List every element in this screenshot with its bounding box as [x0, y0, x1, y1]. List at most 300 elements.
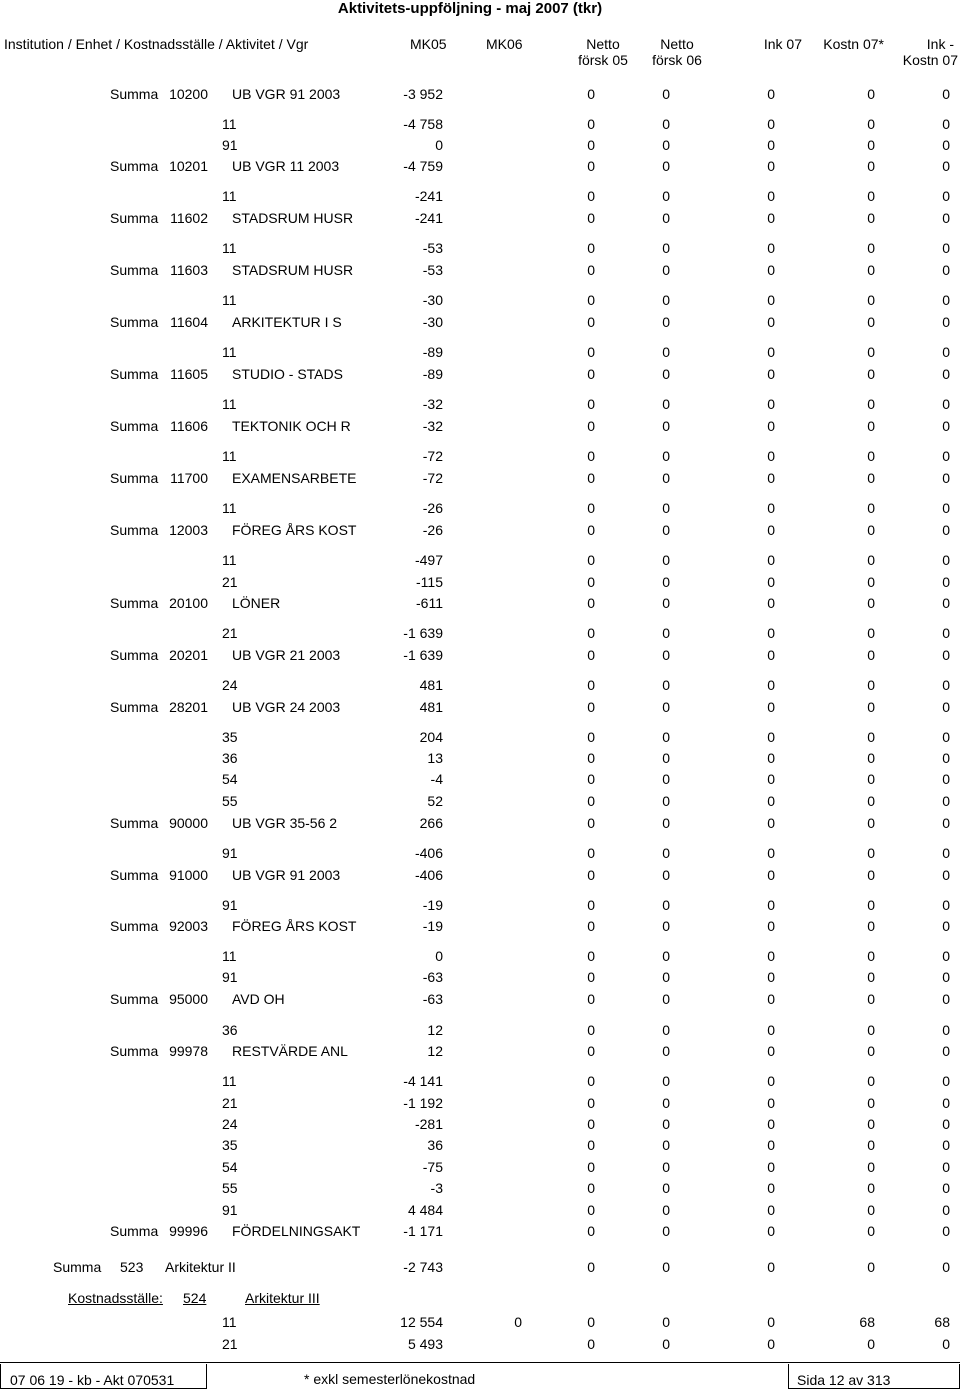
value-cell: 0: [767, 750, 775, 766]
value-cell: 0: [942, 344, 950, 360]
value-cell: 0: [942, 897, 950, 913]
vgr-code: 21: [222, 574, 238, 590]
value-cell: 0: [587, 418, 595, 434]
value-cell: 0: [942, 418, 950, 434]
vgr-code: 11: [222, 188, 237, 204]
value-cell: 0: [767, 729, 775, 745]
value-cell: 0: [662, 314, 670, 330]
value-cell: 0: [662, 969, 670, 985]
mk05-value: -1 639: [403, 647, 443, 663]
value-cell: 0: [767, 1159, 775, 1175]
mk05-value: -497: [414, 552, 443, 568]
mk05-value: 12 554: [400, 1314, 443, 1330]
value-cell: 0: [867, 1180, 875, 1196]
vgr-code: 24: [222, 1116, 238, 1132]
value-cell: 0: [587, 793, 595, 809]
value-cell: 0: [942, 815, 950, 831]
value-cell: 0: [867, 918, 875, 934]
value-cell: 0: [867, 991, 875, 1007]
activity-id: 10200: [169, 86, 208, 102]
value-cell: 0: [587, 771, 595, 787]
mk05-value: 4 484: [407, 1202, 443, 1218]
value-cell: 0: [867, 448, 875, 464]
mk05-value: -26: [422, 500, 443, 516]
activity-id: 99978: [169, 1043, 208, 1059]
value-cell: 0: [767, 948, 775, 964]
value-cell: 0: [942, 845, 950, 861]
activity-id: 12003: [169, 522, 208, 538]
value-cell: 0: [767, 771, 775, 787]
value-cell: 0: [867, 1073, 875, 1089]
summa-label: Summa: [110, 991, 159, 1007]
value-cell: 0: [587, 552, 595, 568]
value-cell: 0: [767, 188, 775, 204]
mk05-value: 204: [419, 729, 443, 745]
vgr-code: 91: [222, 969, 238, 985]
value-cell: 0: [767, 448, 775, 464]
value-cell: 0: [942, 574, 950, 590]
mk05-value: 13: [427, 750, 443, 766]
value-cell: 0: [587, 897, 595, 913]
mk05-value: -63: [422, 991, 443, 1007]
value-cell: 0: [942, 677, 950, 693]
value-cell: 0: [767, 969, 775, 985]
value-cell: 0: [767, 897, 775, 913]
vgr-code: 54: [222, 1159, 238, 1175]
value-cell: 0: [767, 699, 775, 715]
activity-id: 91000: [169, 867, 208, 883]
footer-report-id: 07 06 19 - kb - Akt 070531: [10, 1372, 175, 1388]
value-cell: 0: [942, 867, 950, 883]
value-cell: 0: [942, 1043, 950, 1059]
mk05-value: -1 639: [403, 625, 443, 641]
value-cell: 0: [587, 729, 595, 745]
value-cell: 0: [942, 396, 950, 412]
header-netto05-line1: Netto: [586, 36, 620, 52]
value-cell: 0: [587, 396, 595, 412]
activity-name: STADSRUM HUSR: [232, 262, 354, 278]
value-cell: 0: [942, 116, 950, 132]
mk05-value: -1 171: [403, 1223, 443, 1239]
value-cell: 0: [662, 396, 670, 412]
value-cell: 0: [767, 1095, 775, 1111]
value-cell: 0: [662, 625, 670, 641]
mk05-value: -241: [414, 188, 443, 204]
summa-label: Summa: [110, 1223, 159, 1239]
value-cell: 0: [867, 1202, 875, 1218]
mk05-value: -32: [422, 418, 443, 434]
cost-center-id: 524: [183, 1290, 207, 1306]
vgr-code: 11: [222, 344, 237, 360]
value-cell: 0: [867, 344, 875, 360]
activity-name: FÖRDELNINGSAKT: [232, 1223, 361, 1239]
header-netto05-line2: försk 05: [578, 52, 628, 68]
value-cell: 0: [587, 1116, 595, 1132]
mk05-value: -4 759: [403, 158, 443, 174]
mk05-value: -4: [430, 771, 443, 787]
value-cell: 0: [942, 366, 950, 382]
mk05-value: -63: [422, 969, 443, 985]
activity-name: ARKITEKTUR I S: [232, 314, 342, 330]
vgr-code: 11: [222, 292, 237, 308]
summa-label: Summa: [110, 366, 159, 382]
value-cell: 0: [587, 1259, 595, 1275]
value-cell: 0: [767, 552, 775, 568]
value-cell: 0: [867, 699, 875, 715]
mk05-value: 481: [419, 699, 443, 715]
value-cell: 0: [662, 116, 670, 132]
mk05-value: 36: [427, 1137, 443, 1153]
activity-name: UB VGR 21 2003: [232, 647, 341, 663]
value-cell: 0: [662, 1095, 670, 1111]
summa-label: Summa: [110, 918, 159, 934]
vgr-code: 11: [222, 116, 237, 132]
value-cell: 0: [662, 1202, 670, 1218]
value-cell: 0: [587, 522, 595, 538]
value-cell: 0: [942, 991, 950, 1007]
summa-label: Summa: [110, 210, 159, 226]
vgr-code: 36: [222, 1022, 238, 1038]
value-cell: 0: [662, 1223, 670, 1239]
value-cell: 0: [767, 262, 775, 278]
value-cell: 0: [587, 699, 595, 715]
value-cell: 0: [767, 366, 775, 382]
value-cell: 0: [662, 1137, 670, 1153]
page-footer: [0, 1364, 960, 1389]
vgr-code: 91: [222, 1202, 238, 1218]
activity-name: EXAMENSARBETE: [232, 470, 357, 486]
cost-center-name: Arkitektur III: [245, 1290, 320, 1306]
vgr-code: 11: [222, 448, 237, 464]
value-cell: 0: [942, 771, 950, 787]
mk05-value: -53: [422, 240, 443, 256]
value-cell: 0: [662, 771, 670, 787]
value-cell: 0: [767, 1137, 775, 1153]
value-cell: 0: [867, 595, 875, 611]
summa-label: Summa: [110, 647, 159, 663]
value-cell: 0: [767, 396, 775, 412]
value-cell: 0: [867, 396, 875, 412]
value-cell: 0: [587, 969, 595, 985]
value-cell: 0: [662, 948, 670, 964]
mk05-value: 0: [435, 137, 443, 153]
header-mk05: MK05: [410, 36, 447, 52]
value-cell: 0: [662, 366, 670, 382]
mk06-value: 0: [514, 1314, 522, 1330]
value-cell: 0: [587, 1223, 595, 1239]
value-cell: 0: [662, 418, 670, 434]
value-cell: 0: [942, 647, 950, 663]
mk05-value: -19: [422, 918, 443, 934]
mk05-value: 0: [435, 948, 443, 964]
value-cell: 0: [662, 750, 670, 766]
value-cell: 0: [662, 1259, 670, 1275]
value-cell: 0: [662, 595, 670, 611]
value-cell: 0: [767, 793, 775, 809]
vgr-code: 91: [222, 845, 238, 861]
value-cell: 0: [767, 991, 775, 1007]
value-cell: 0: [662, 86, 670, 102]
value-cell: 0: [867, 750, 875, 766]
header-ink07: Ink 07: [763, 36, 802, 52]
value-cell: 0: [942, 1137, 950, 1153]
value-cell: 0: [942, 1073, 950, 1089]
header-netto06-line2: försk 06: [652, 52, 702, 68]
mk05-value: 12: [427, 1022, 443, 1038]
value-cell: 0: [942, 262, 950, 278]
vgr-code: 54: [222, 771, 238, 787]
value-cell: 0: [942, 522, 950, 538]
summa-label: Summa: [110, 815, 159, 831]
vgr-code: 35: [222, 1137, 238, 1153]
value-cell: 0: [867, 897, 875, 913]
value-cell: 0: [867, 815, 875, 831]
value-cell: 0: [587, 1159, 595, 1175]
value-cell: 0: [867, 1043, 875, 1059]
value-cell: 0: [767, 1043, 775, 1059]
value-cell: 0: [587, 647, 595, 663]
value-cell: 0: [662, 991, 670, 1007]
value-cell: 0: [867, 240, 875, 256]
value-cell: 0: [662, 210, 670, 226]
value-cell: 0: [767, 344, 775, 360]
value-cell: 0: [587, 158, 595, 174]
summa-ks-label: Summa: [53, 1259, 102, 1275]
value-cell: 0: [942, 1159, 950, 1175]
value-cell: 0: [587, 470, 595, 486]
value-cell: 0: [587, 344, 595, 360]
mk05-value: 52: [427, 793, 443, 809]
value-cell: 0: [767, 647, 775, 663]
activity-name: UB VGR 91 2003: [232, 867, 341, 883]
value-cell: 0: [587, 1336, 595, 1352]
value-cell: 0: [942, 188, 950, 204]
value-cell: 0: [767, 292, 775, 308]
mk05-value: -406: [414, 867, 443, 883]
mk05-value: -30: [422, 314, 443, 330]
activity-id: 10201: [169, 158, 208, 174]
mk05-value: -89: [422, 344, 443, 360]
value-cell: 0: [587, 948, 595, 964]
value-cell: 0: [662, 867, 670, 883]
value-cell: 0: [662, 1336, 670, 1352]
mk05-value: -406: [414, 845, 443, 861]
mk05-value: -30: [422, 292, 443, 308]
value-cell: 0: [587, 240, 595, 256]
activity-name: AVD OH: [232, 991, 285, 1007]
mk05-value: -72: [422, 470, 443, 486]
value-cell: 0: [587, 1314, 595, 1330]
value-cell: 0: [662, 699, 670, 715]
value-cell: 0: [942, 918, 950, 934]
value-cell: 0: [942, 314, 950, 330]
value-cell: 0: [662, 897, 670, 913]
activity-id: 11606: [170, 418, 208, 434]
value-cell: 0: [867, 969, 875, 985]
value-cell: 0: [867, 292, 875, 308]
value-cell: 0: [662, 1043, 670, 1059]
vgr-code: 35: [222, 729, 238, 745]
value-cell: 0: [662, 240, 670, 256]
value-cell: 0: [867, 188, 875, 204]
value-cell: 0: [587, 448, 595, 464]
value-cell: 0: [942, 1223, 950, 1239]
value-cell: 0: [867, 647, 875, 663]
value-cell: 0: [767, 574, 775, 590]
activity-name: UB VGR 35-56 2: [232, 815, 338, 831]
value-cell: 0: [587, 677, 595, 693]
value-cell: 0: [662, 522, 670, 538]
value-cell: 0: [662, 262, 670, 278]
activity-name: UB VGR 91 2003: [232, 86, 341, 102]
mk05-value: -1 192: [403, 1095, 443, 1111]
value-cell: 0: [942, 793, 950, 809]
mk05-value: -19: [422, 897, 443, 913]
summa-label: Summa: [110, 470, 159, 486]
activity-id: 28201: [169, 699, 208, 715]
value-cell: 0: [867, 771, 875, 787]
value-cell: 0: [662, 448, 670, 464]
value-cell: 0: [867, 116, 875, 132]
value-cell: 0: [942, 699, 950, 715]
value-cell: 0: [587, 137, 595, 153]
value-cell: 0: [767, 314, 775, 330]
activity-id: 92003: [169, 918, 208, 934]
value-cell: 0: [662, 793, 670, 809]
value-cell: 0: [662, 470, 670, 486]
value-cell: 0: [867, 418, 875, 434]
activity-id: 11700: [170, 470, 208, 486]
value-cell: 0: [662, 1116, 670, 1132]
value-cell: 0: [867, 1259, 875, 1275]
activity-name: TEKTONIK OCH R: [232, 418, 351, 434]
activity-name: STUDIO - STADS: [232, 366, 343, 382]
value-cell: 0: [767, 116, 775, 132]
mk05-value: -3: [430, 1180, 443, 1196]
header-path: Institution / Enhet / Kostnadsställe / Aktivitet / Vgr: [4, 36, 309, 52]
value-cell: 0: [942, 240, 950, 256]
value-cell: 0: [942, 1202, 950, 1218]
mk05-value: -75: [422, 1159, 443, 1175]
value-cell: 0: [767, 1314, 775, 1330]
value-cell: 0: [942, 1095, 950, 1111]
cost-center-id: 523: [120, 1259, 144, 1275]
activity-id: 11605: [170, 366, 208, 382]
value-cell: 0: [867, 210, 875, 226]
value-cell: 0: [942, 750, 950, 766]
value-cell: 0: [587, 366, 595, 382]
activity-name: LÖNER: [232, 595, 281, 611]
value-cell: 0: [867, 1159, 875, 1175]
value-cell: 0: [587, 1073, 595, 1089]
value-cell: 0: [662, 344, 670, 360]
value-cell: 0: [587, 845, 595, 861]
activity-name: STADSRUM HUSR: [232, 210, 354, 226]
value-cell: 0: [942, 625, 950, 641]
vgr-code: 11: [222, 552, 237, 568]
value-cell: 0: [587, 595, 595, 611]
value-cell: 0: [587, 262, 595, 278]
footer-divider: [0, 1362, 960, 1363]
value-cell: 0: [662, 845, 670, 861]
vgr-code: 21: [222, 1336, 238, 1352]
mk05-value: -4 141: [403, 1073, 443, 1089]
summa-label: Summa: [110, 699, 159, 715]
value-cell: 0: [767, 158, 775, 174]
summa-label: Summa: [110, 418, 159, 434]
vgr-code: 11: [222, 240, 237, 256]
value-cell: 0: [587, 1022, 595, 1038]
value-cell: 0: [767, 1073, 775, 1089]
value-cell: 0: [587, 1180, 595, 1196]
value-cell: 0: [587, 314, 595, 330]
value-cell: 0: [662, 815, 670, 831]
mk05-value: 5 493: [407, 1336, 443, 1352]
value-cell: 0: [867, 470, 875, 486]
value-cell: 0: [662, 137, 670, 153]
value-cell: 0: [867, 1022, 875, 1038]
value-cell: 0: [587, 292, 595, 308]
mk05-value: -115: [416, 574, 443, 590]
value-cell: 0: [867, 137, 875, 153]
activity-name: FÖREG ÅRS KOST: [232, 918, 357, 934]
mk05-value: -2 743: [403, 1259, 443, 1275]
report-title: Aktivitets-uppföljning - maj 2007 (tkr): [337, 0, 603, 17]
activity-id: 20100: [169, 595, 208, 611]
mk05-value: -72: [422, 448, 443, 464]
mk05-value: -3 952: [403, 86, 443, 102]
value-cell: 0: [767, 1180, 775, 1196]
header-inkkostn-line1: Ink -: [926, 36, 954, 52]
header-mk06: MK06: [486, 36, 523, 52]
activity-name: UB VGR 11 2003: [232, 158, 340, 174]
vgr-code: 11: [222, 500, 237, 516]
value-cell: 0: [942, 1259, 950, 1275]
value-cell: 0: [767, 1202, 775, 1218]
value-cell: 0: [767, 815, 775, 831]
value-cell: 0: [767, 1336, 775, 1352]
value-cell: 0: [867, 625, 875, 641]
activity-id: 95000: [169, 991, 208, 1007]
value-cell: 0: [662, 1159, 670, 1175]
value-cell: 0: [867, 1137, 875, 1153]
value-cell: 0: [942, 948, 950, 964]
value-cell: 0: [587, 210, 595, 226]
value-cell: 0: [867, 845, 875, 861]
value-cell: 0: [767, 522, 775, 538]
value-cell: 0: [767, 918, 775, 934]
footer-note: * exkl semesterlönekostnad: [304, 1371, 476, 1387]
summa-label: Summa: [110, 867, 159, 883]
value-cell: 0: [867, 366, 875, 382]
value-cell: 0: [867, 948, 875, 964]
value-cell: 0: [867, 1095, 875, 1111]
activity-id: 20201: [169, 647, 208, 663]
value-cell: 0: [867, 1223, 875, 1239]
mk05-value: -89: [422, 366, 443, 382]
value-cell: 0: [767, 845, 775, 861]
value-cell: 0: [767, 1223, 775, 1239]
value-cell: 0: [587, 116, 595, 132]
summa-label: Summa: [110, 1043, 159, 1059]
value-cell: 0: [587, 918, 595, 934]
value-cell: 0: [662, 188, 670, 204]
vgr-code: 36: [222, 750, 238, 766]
value-cell: 0: [587, 1137, 595, 1153]
summa-label: Summa: [110, 86, 159, 102]
value-cell: 0: [942, 500, 950, 516]
activity-id: 90000: [169, 815, 208, 831]
